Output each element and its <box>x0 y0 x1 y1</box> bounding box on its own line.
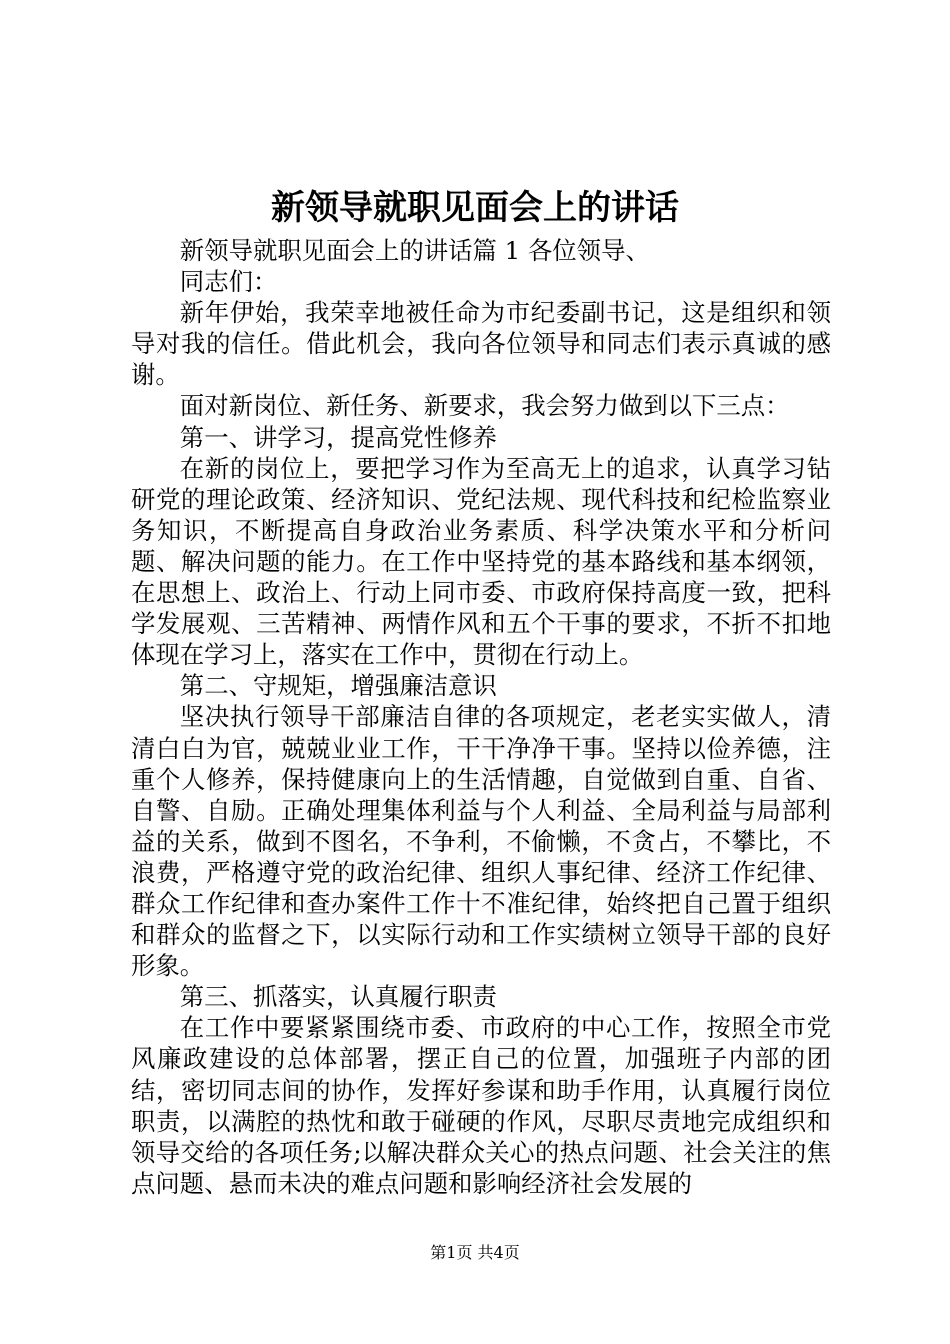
paragraph-opening: 新领导就职见面会上的讲话篇 1 各位领导、 <box>179 236 650 265</box>
paragraph-intro: 新年伊始，我荣幸地被任命为市纪委副书记，这是组织和领导对我的信任。借此机会，我向各位领导和同志们表示真诚的感谢。 <box>131 298 831 390</box>
paragraph-section-1: 在新的岗位上，要把学习作为至高无上的追求，认真学习钻研党的理论政策、经济知识、党纪法规、现代科技和纪检监察业务知识，不断提高自身政治业务素质、科学决策水平和分析问题、解决问题的能力。在工作中坚持党的基本路线和基本纲领，在思想上、政治上、行动上同市委、市政府保持高度一致，把科学发展观、三苦精神、两情作风和五个干事的要求，不折不扣地体现在学习上，落实在工作中，贯彻在行动上。 <box>131 453 831 670</box>
paragraph-section-3: 在工作中要紧紧围绕市委、市政府的中心工作，按照全市党风廉政建设的总体部署，摆正自己的位置，加强班子内部的团结，密切同志间的协作，发挥好参谋和助手作用，认真履行岗位职责，以满腔的热忱和敢于碰硬的作风，尽职尽责地完成组织和领导交给的各项任务;以解决群众关心的热点问题、社会关注的焦点问题、悬而未决的难点问题和影响经济社会发展的 <box>131 1013 831 1198</box>
paragraph-commitment: 面对新岗位、新任务、新要求，我会努力做到以下三点： <box>179 391 790 421</box>
document-body <box>131 235 831 1199</box>
paragraph-section-2: 坚决执行领导干部廉洁自律的各项规定，老老实实做人，清清白白为官，兢兢业业工作，干干净净干事。坚持以俭养德，注重个人修养，保持健康向上的生活情趣，自觉做到自重、自省、自警、自励。正确处理集体利益与个人利益、全局利益与局部利益的关系，做到不图名，不争利，不偷懒，不贪占，不攀比，不浪费，严格遵守党的政治纪律、组织人事纪律、经济工作纪律、群众工作纪律和查办案件工作十不准纪律，始终把自己置于组织和群众的监督之下，以实际行动和工作实绩树立领导干部的良好形象。 <box>131 702 831 981</box>
section-heading-2: 第二、守规矩，增强廉洁意识 <box>179 671 497 701</box>
paragraph-salutation: 同志们： <box>179 267 278 297</box>
section-heading-3: 第三、抓落实，认真履行职责 <box>179 982 497 1012</box>
section-heading-1: 第一、讲学习，提高党性修养 <box>179 422 497 452</box>
document-title: 新领导就职见面会上的讲话 <box>271 188 679 228</box>
page-number-footer: 第1页 共4页 <box>430 1243 520 1262</box>
